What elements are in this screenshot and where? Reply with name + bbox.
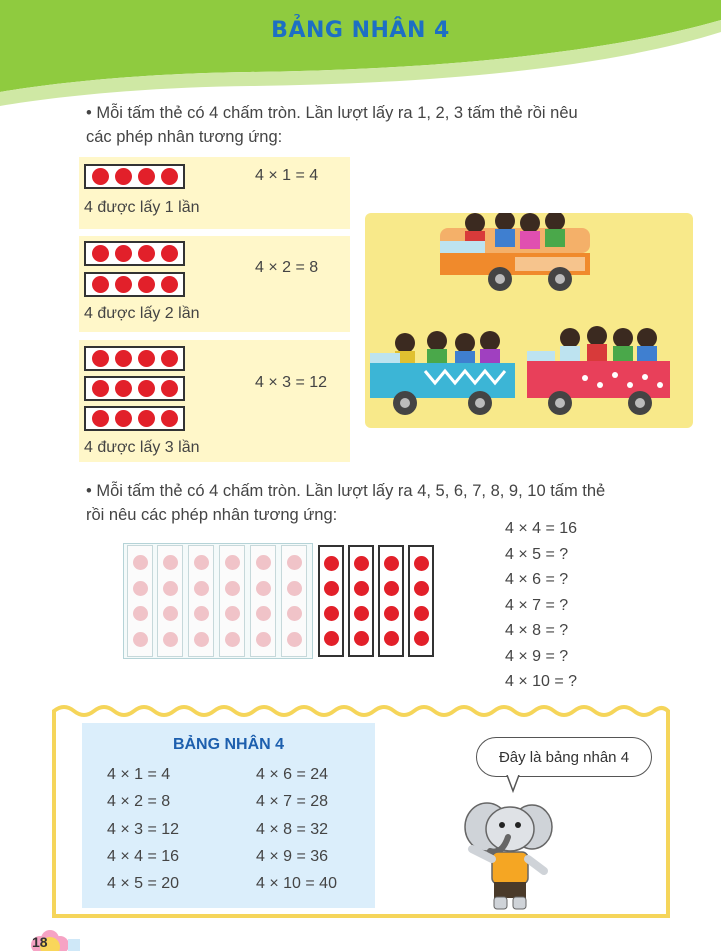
red-dot [138, 245, 155, 262]
dot-card [84, 164, 185, 189]
instruction-1-line2: các phép nhân tương ứng: [86, 128, 283, 146]
red-dot [384, 631, 399, 646]
pink-dot [256, 632, 271, 647]
red-dot [115, 245, 132, 262]
pink-dot [163, 632, 178, 647]
faded-dot-card [250, 545, 276, 657]
faded-dot-card [219, 545, 245, 657]
red-dot [161, 245, 178, 262]
caption-3: 4 được lấy 3 lần [84, 439, 200, 456]
pink-dot [133, 555, 148, 570]
highlighted-dot-card [408, 545, 434, 657]
red-dot [138, 350, 155, 367]
red-dot [92, 410, 109, 427]
table-left-column [107, 761, 179, 897]
dot-card [84, 272, 185, 297]
pink-dot [256, 581, 271, 596]
equation-2: 4 × 2 = 8 [255, 259, 319, 276]
red-dot [138, 410, 155, 427]
faded-dot-card [188, 545, 214, 657]
red-dot [161, 410, 178, 427]
instruction-1 [86, 101, 686, 149]
red-dot [115, 380, 132, 397]
red-dot [324, 581, 339, 596]
highlighted-dot-card [318, 545, 344, 657]
pink-dot [287, 606, 302, 621]
pink-dot [256, 555, 271, 570]
pink-dot [225, 581, 240, 596]
pink-dot [287, 581, 302, 596]
red-dot [161, 168, 178, 185]
table-entry: 4 × 1 = 4 [107, 766, 171, 783]
table-entry: 4 × 2 = 8 [107, 793, 171, 811]
equation-item: 4 × 9 = ? [505, 647, 569, 665]
equation-item: 4 × 5 = ? [505, 545, 569, 563]
table-entry: 4 × 4 = 16 [107, 847, 180, 865]
red-dot [161, 350, 178, 367]
table-entry: 4 × 10 = 40 [256, 875, 337, 893]
table-entry: 4 × 9 = 36 [256, 847, 329, 865]
equations-list [505, 516, 577, 695]
table-entry: 4 × 7 = 28 [256, 793, 329, 811]
faded-dot-card [157, 545, 183, 657]
highlighted-dot-card [348, 545, 374, 657]
red-dot [92, 380, 109, 397]
red-dot [324, 556, 339, 571]
equation-item: 4 × 4 = 16 [505, 520, 578, 537]
orange-car-picture [440, 213, 590, 291]
pink-dot [194, 581, 209, 596]
red-dot [414, 606, 429, 621]
red-dot [92, 276, 109, 293]
red-dot [324, 606, 339, 621]
children-in-cars-picture [365, 213, 693, 428]
equation-item: 4 × 8 = ? [505, 622, 569, 639]
red-dot [92, 350, 109, 367]
caption-1: 4 được lấy 1 lần [84, 199, 200, 216]
page-number: 18 [32, 934, 48, 950]
red-dot [161, 380, 178, 397]
instruction-1-line1: • Mỗi tấm thẻ có 4 chấm tròn. Lần lượt lấy ra 1, 2, 3 tấm thẻ rồi nêu [86, 104, 578, 122]
pink-dot [133, 581, 148, 596]
red-dot [384, 581, 399, 596]
red-dot [354, 581, 369, 596]
red-dot [414, 631, 429, 646]
pink-dot [256, 606, 271, 621]
red-dot [414, 581, 429, 596]
pink-dot [225, 555, 240, 570]
blue-car-picture [370, 331, 515, 415]
pink-dot [225, 606, 240, 621]
red-dot [384, 556, 399, 571]
instruction-2-line2: rồi nêu các phép nhân tương ứng: [86, 506, 338, 524]
red-dot [414, 556, 429, 571]
caption-2: 4 được lấy 2 lần [84, 305, 200, 322]
red-dot [115, 410, 132, 427]
red-dot [354, 631, 369, 646]
elephant-picture [452, 797, 562, 912]
pink-dot [163, 555, 178, 570]
pink-dot [287, 555, 302, 570]
red-dot [92, 245, 109, 262]
equation-3: 4 × 3 = 12 [255, 374, 328, 391]
dot-card [84, 241, 185, 266]
red-dot [324, 631, 339, 646]
equation-item: 4 × 10 = ? [505, 673, 578, 690]
faded-dot-card [281, 545, 307, 657]
pink-dot [133, 606, 148, 621]
dot-card [84, 346, 185, 371]
table-entry: 4 × 3 = 12 [107, 820, 180, 838]
pink-dot [194, 606, 209, 621]
pink-dot [163, 606, 178, 621]
pink-dot [133, 632, 148, 647]
pink-dot [194, 632, 209, 647]
red-dot [161, 276, 178, 293]
pink-dot [225, 632, 240, 647]
red-car-picture [527, 326, 670, 415]
page-number-flower-icon [20, 925, 80, 951]
header-wave-shape [0, 0, 721, 110]
instruction-2 [86, 479, 686, 527]
red-dot [115, 168, 132, 185]
table-entry: 4 × 5 = 20 [107, 875, 180, 893]
equation-item: 4 × 7 = ? [505, 596, 569, 614]
speech-bubble: Đây là bảng nhân 4 [476, 737, 652, 777]
dot-card [84, 406, 185, 431]
pink-dot [163, 581, 178, 596]
highlighted-dot-card [378, 545, 404, 657]
red-dot [115, 350, 132, 367]
red-dot [354, 556, 369, 571]
table-entry: 4 × 6 = 24 [256, 766, 329, 783]
page-title: BẢNG NHÂN 4 [271, 18, 450, 43]
table-title: BẢNG NHÂN 4 [172, 736, 285, 753]
table-right-column [256, 761, 337, 897]
table-entry: 4 × 8 = 32 [256, 820, 329, 838]
page-header [0, 0, 721, 110]
equation-item: 4 × 6 = ? [505, 571, 569, 588]
instruction-2-line1: • Mỗi tấm thẻ có 4 chấm tròn. Lần lượt lấy ra 4, 5, 6, 7, 8, 9, 10 tấm thẻ [86, 482, 606, 500]
red-dot [384, 606, 399, 621]
pink-dot [194, 555, 209, 570]
faded-dot-card [127, 545, 153, 657]
red-dot [92, 168, 109, 185]
equation-1: 4 × 1 = 4 [255, 167, 319, 184]
red-dot [138, 380, 155, 397]
dot-card [84, 376, 185, 401]
red-dot [354, 606, 369, 621]
red-dot [138, 168, 155, 185]
speech-bubble-tail [505, 775, 525, 795]
red-dot [115, 276, 132, 293]
red-dot [138, 276, 155, 293]
pink-dot [287, 632, 302, 647]
